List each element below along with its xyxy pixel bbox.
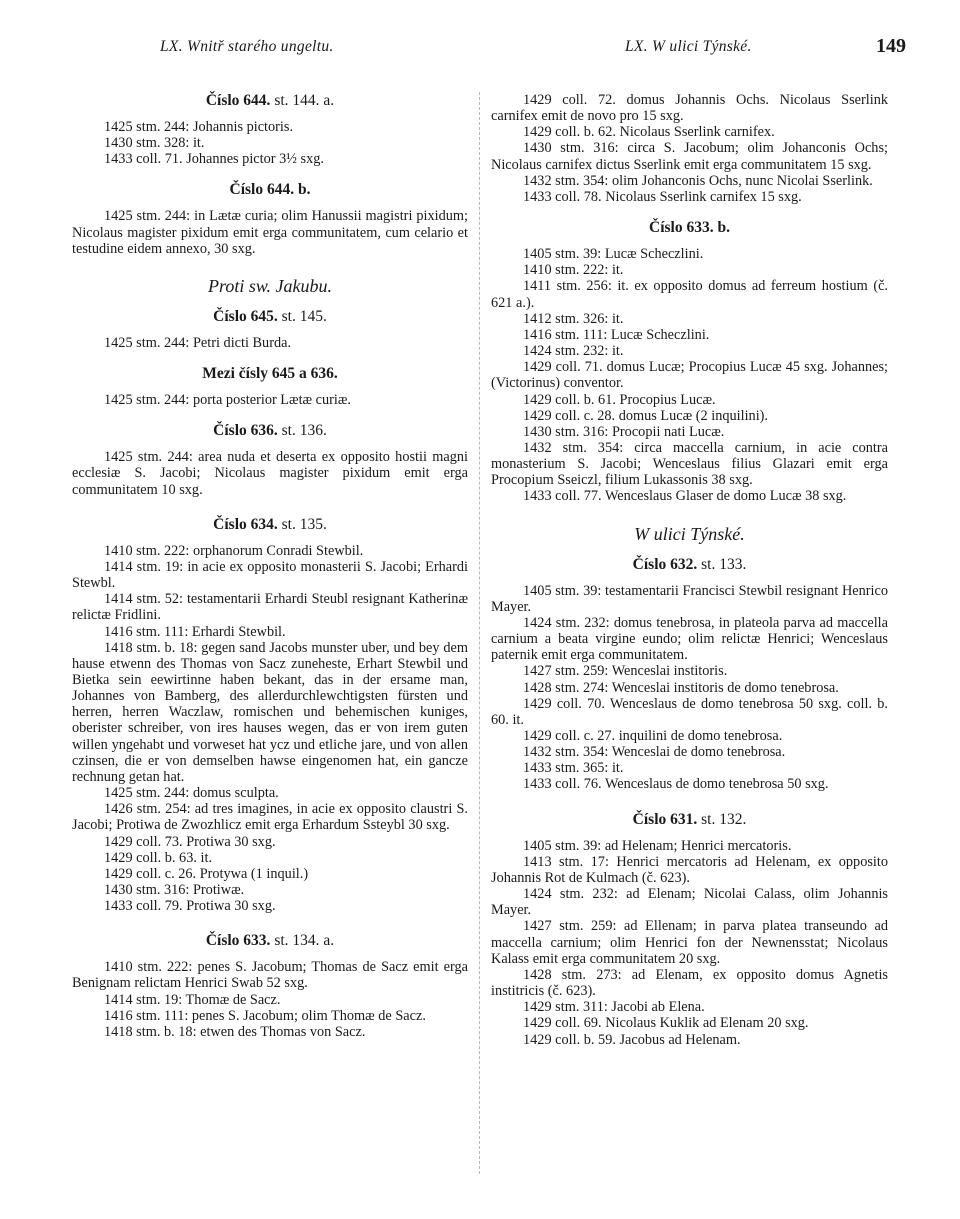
record-entry: 1416 stm. 111: Lucæ Scheczlini. [523, 326, 710, 343]
stavba-number: st. 144. a. [274, 92, 335, 109]
house-number: Číslo 644. [205, 92, 271, 109]
section-heading-645 [72, 308, 468, 326]
record-entry: 1427 stm. 259: Wenceslai institoris. [523, 663, 728, 680]
record-entry: 1433 coll. 79. Protiwa 30 sxg. [104, 898, 276, 915]
record-entry: 1432 stm. 354: circa maccella carnium, in acie contra monasterium S. Jacobi; Wenceslaus filius Glazari emit erga Procopium Sseiczl, filium Lukassonis 38 sxg. [491, 439, 888, 489]
record-entry: 1414 stm. 19: Thomæ de Sacz. [104, 991, 281, 1008]
section-heading-633-b: Číslo 633. b. [649, 219, 730, 237]
record-entry: 1424 stm. 232: ad Elenam; Nicolai Calass, olim Johannis Mayer. [491, 886, 888, 919]
record-entry: 1412 stm. 326: it. [523, 310, 624, 327]
record-entry: 1429 stm. 311: Jacobi ab Elena. [523, 999, 705, 1016]
record-entry: 1425 stm. 244: domus sculpta. [104, 785, 279, 802]
record-entry: 1430 stm. 316: Procopii nati Lucæ. [523, 423, 725, 440]
stavba-number: st. 136. [281, 422, 327, 440]
record-entry: 1418 stm. b. 18: etwen des Thomas von Sacz. [104, 1023, 366, 1040]
record-entry: 1433 stm. 365: it. [523, 760, 624, 777]
record-entry: 1429 coll. b. 59. Jacobus ad Helenam. [523, 1031, 741, 1048]
stavba-number: st. 132. [701, 810, 747, 828]
record-entry: 1429 coll. 69. Nicolaus Kuklik ad Elenam 20 sxg. [523, 1015, 809, 1032]
section-heading-631 [491, 811, 888, 829]
record-entry: 1416 stm. 111: Erhardi Stewbil. [104, 623, 286, 640]
entries-between-645-636 [72, 392, 468, 408]
house-number: Číslo 631. [632, 810, 698, 828]
record-entry: 1427 stm. 259: ad Ellenam; in parva platea transeundo ad maccella carnium; olim Henrici fon der Newnensstat; Nicolaus Kalass emit erga communitatem 20 sxg. [491, 918, 888, 967]
record-entry: 1429 coll. c. 28. domus Lucæ (2 inquilini). [523, 407, 769, 424]
entries-636 [72, 449, 468, 497]
running-head-right: LX. W ulici Týnské. [625, 38, 752, 55]
record-entry: 1429 coll. b. 61. Procopius Lucæ. [523, 391, 716, 408]
entries-632 [491, 583, 888, 793]
record-entry: 1432 stm. 354: Wenceslai de domo tenebrosa. [523, 744, 786, 761]
record-entry: 1432 stm. 354: olim Johanconis Ochs, nunc Nicolai Sserlink. [523, 172, 873, 189]
entries-634 [72, 543, 468, 915]
record-entry: 1425 stm. 244: area nuda et deserta ex opposito hostii magni ecclesiæ S. Jacobi; Nicolaus magister pixidum emit erga communitatem 10 sxg. [72, 449, 468, 498]
entries-631 [491, 838, 888, 1048]
section-heading-between-645-636: Mezi čísly 645 a 636. [202, 365, 338, 383]
entries-633-a [72, 959, 468, 1040]
record-entry: 1430 stm. 316: circa S. Jacobum; olim Johanconis Ochs; Nicolaus carnifex dictus Sserlink emit erga communitatem 15 sxg. [491, 140, 888, 173]
record-entry: 1425 stm. 244: Petri dicti Burda. [104, 334, 292, 351]
record-entry: 1410 stm. 222: it. [523, 262, 624, 279]
record-entry: 1410 stm. 222: penes S. Jacobum; Thomas de Sacz emit erga Benignam relictam Henrici Swab 52 sxg. [72, 959, 468, 992]
record-entry: 1429 coll. c. 27. inquilini de domo tenebrosa. [523, 728, 783, 744]
record-entry: 1433 coll. 76. Wenceslaus de domo tenebrosa 50 sxg. [523, 776, 829, 793]
record-entry: 1433 coll. 77. Wenceslaus Glaser de domo Lucæ 38 sxg. [523, 488, 847, 505]
street-subheading-w-ulici-tynske: W ulici Týnské. [634, 523, 745, 544]
record-entry: 1429 coll. 72. domus Johannis Ochs. Nicolaus Sserlink carnifex emit de novo pro 15 sxg. [491, 92, 888, 125]
record-entry: 1425 stm. 244: in Lætæ curia; olim Hanussii magistri pixidum; Nicolaus magister pixidum emit erga communitatem, cum celario et testudine eidem annexo, 30 sxg. [72, 208, 468, 257]
entries-633-b [491, 246, 888, 505]
section-heading-644-a [72, 92, 468, 110]
left-column [72, 92, 468, 1040]
stavba-number: st. 133. [701, 555, 747, 573]
record-entry: 1429 coll. 70. Wenceslaus de domo tenebrosa 50 sxg. coll. b. 60. it. [491, 695, 888, 728]
record-entry: 1424 stm. 232: it. [523, 343, 624, 360]
street-subheading-proti-sw-jakubu: Proti sw. Jakubu. [208, 275, 332, 296]
record-entry: 1425 stm. 244: Johannis pictoris. [104, 119, 294, 135]
page-number: 149 [876, 35, 906, 57]
record-entry: 1424 stm. 232: domus tenebrosa, in plateola parva ad maccella carnium a beata virgine eundo; olim relictæ Henrici; Wenceslaus paternik emit erga communitatem. [491, 614, 888, 664]
house-number: Číslo 633. [205, 932, 271, 950]
right-column [491, 92, 888, 1048]
entries-645 [72, 335, 468, 351]
record-entry: 1405 stm. 39: ad Helenam; Henrici mercatoris. [523, 837, 792, 854]
entries-644-a [72, 119, 468, 167]
record-entry: 1433 coll. 71. Johannes pictor 3½ sxg. [104, 151, 324, 168]
record-entry: 1430 stm. 316: Protiwæ. [104, 882, 245, 898]
house-number: Číslo 632. [632, 555, 698, 573]
entries-633-a-continued [491, 92, 888, 205]
section-heading-644-b: Číslo 644. b. [229, 181, 311, 199]
record-entry: 1425 stm. 244: porta posterior Lætæ curiæ. [104, 392, 351, 409]
record-entry: 1430 stm. 328: it. [104, 135, 205, 152]
record-entry: 1414 stm. 52: testamentarii Erhardi Steubl resignant Katherinæ relictæ Fridlini. [72, 591, 468, 624]
section-heading-633-a [72, 932, 468, 950]
record-entry: 1429 coll. b. 63. it. [104, 849, 213, 866]
section-heading-634 [72, 516, 468, 534]
house-number: Číslo 634. [213, 515, 278, 533]
record-entry: 1428 stm. 273: ad Elenam, ex opposito domus Agnetis institricis (č. 623). [491, 966, 888, 1000]
entries-644-b [72, 208, 468, 256]
house-number: Číslo 645. [213, 307, 278, 325]
record-entry: 1429 coll. 71. domus Lucæ; Procopius Lucæ 45 sxg. Johannes; (Victorinus) conventor. [491, 359, 888, 392]
record-entry: 1413 stm. 17: Henrici mercatoris ad Helenam, ex opposito Johannis Rot de Kulmach (č. 623). [491, 853, 888, 886]
record-entry: 1429 coll. c. 26. Protywa (1 inquil.) [104, 865, 309, 882]
section-heading-632 [491, 556, 888, 574]
stavba-number: st. 134. a. [274, 932, 335, 950]
record-entry: 1405 stm. 39: Lucæ Scheczlini. [523, 246, 704, 263]
stavba-number: st. 145. [281, 307, 327, 325]
record-entry: 1416 stm. 111: penes S. Jacobum; olim Thomæ de Sacz. [104, 1007, 426, 1024]
column-divider [479, 92, 480, 1174]
record-entry: 1411 stm. 256: it. ex opposito domus ad ferreum hostium (č. 621 a.). [491, 278, 888, 311]
record-entry: 1426 stm. 254: ad tres imagines, in acie ex opposito claustri S. Jacobi; Protiwa de Zwozhlicz emit erga Erhardum Ssteybl 30 sxg. [72, 801, 468, 834]
record-entry: 1433 coll. 78. Nicolaus Sserlink carnifex 15 sxg. [523, 188, 802, 205]
house-number: Číslo 636. [213, 422, 278, 440]
section-heading-636 [72, 422, 468, 440]
record-entry: 1429 coll. 73. Protiwa 30 sxg. [104, 833, 276, 850]
stavba-number: st. 135. [281, 515, 327, 533]
record-entry: 1410 stm. 222: orphanorum Conradi Stewbil. [104, 542, 364, 559]
record-entry: 1429 coll. b. 62. Nicolaus Sserlink carnifex. [523, 124, 775, 141]
record-entry: 1418 stm. b. 18: gegen sand Jacobs munster uber, und bey dem hause etwenn des Thomas von Sacz zuneheste, Erhart Stewbil und Bietka sein eewirtinne haben bekant, das in der ersame man, Johannes von Bamberg, des allerdurchlewchtigsten fürsten und herren, herren Waczlaw, romischen und behemischen kuniges, oberister schreiber, von ires hauses wegen, das er von irem guten willen yngehabt und vorweset hat ycz und etliche jare, und von allen czinsen, die er von demselben hawse eingenomen hat, ein gancze rechnung getan hat. [72, 639, 468, 785]
record-entry: 1405 stm. 39: testamentarii Francisci Stewbil resignant Henrico Mayer. [491, 582, 888, 615]
running-head-left: LX. Wnitř starého ungeltu. [160, 38, 334, 55]
record-entry: 1428 stm. 274: Wenceslai institoris de domo tenebrosa. [523, 679, 839, 696]
record-entry: 1414 stm. 19: in acie ex opposito monasterii S. Jacobi; Erhardi Stewbl. [72, 558, 468, 592]
